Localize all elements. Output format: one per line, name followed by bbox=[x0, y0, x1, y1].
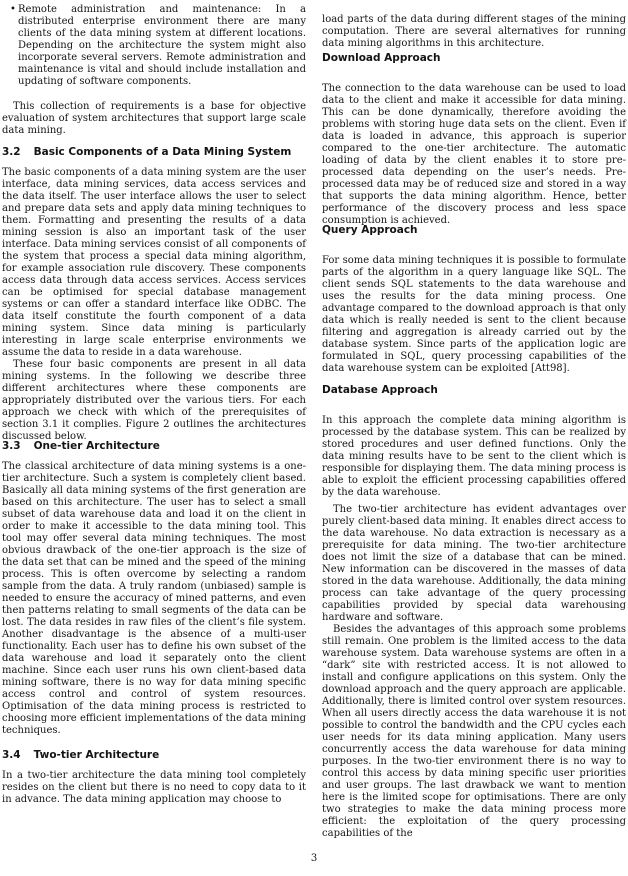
section-title: One-tier Architecture bbox=[33, 440, 160, 452]
subheading-query-approach: Query Approach bbox=[322, 224, 418, 236]
left-column bbox=[2, 0, 306, 876]
paragraph-two-tier-continuation: load parts of the data during different stages of the mining computation. There are several alternatives for running data mining algorithms in this architecture. bbox=[322, 14, 626, 49]
paragraph-basic-components: The basic components of a data mining system are the user interface, data mining services, data access services and the data itself. The user interface allows the user to select and prepare data sets and apply data mining techniques to them. Formatting and presenting the results of a data mining session is also an important task of the user interface. Data mining services consist of all components of the system that process a special data mining algorithm, for example association rule discovery. These components access data through data access services. Access services can be optimised for special database management systems or can offer a standard interface like ODBC. The data itself constitute the fourth component of a data mining system. Since data mining is particularly interesting in large scale enterprise environments we assume the data to reside in a data warehouse. bbox=[2, 167, 306, 358]
paragraph-two-tier-problems: Besides the advantages of this approach some problems still remain. One problem is the limited access to the data warehouse system. Data warehouse systems are often in a “dark” site with restricted access. It is not allowed to install and configure applications on this system. Only the download approach and the query approach are applicable. Additionally, there is limited control over system resources. When all users directly access the data warehouse it is not possible to control the bandwidth and the CPU cycles each user needs for its data mining application. Many users concurrently access the data warehouse for data mining purposes. In the two-tier environment there is no way to control this access by data mining specific user priorities and user groups. The last drawback we want to mention here is the limited scope for optimisations. There are only two strategies to make the data mining process more efficient: the exploitation of the query processing capabilities of the bbox=[322, 624, 626, 839]
section-number: 3.3 bbox=[2, 440, 21, 452]
paragraph-four-components: These four basic components are present in all data mining systems. In the following we describe three different architectures where these components are appropriately distributed over the various tiers. For each approach we check with which of the prerequisites of section 3.1 it complies. Figure 2 outlines the architectures discussed below. bbox=[2, 359, 306, 442]
bullet-icon: • bbox=[10, 4, 16, 15]
bullet-item-remote-admin bbox=[2, 4, 306, 88]
paragraph-two-tier-intro: In a two-tier architecture the data mining tool completely resides on the client but there is no need to copy data to it in advance. The data mining application may choose to bbox=[2, 770, 306, 805]
subheading-download-approach: Download Approach bbox=[322, 52, 441, 64]
section-title: Basic Components of a Data Mining System bbox=[33, 146, 292, 158]
paragraph-database-approach: In this approach the complete data mining algorithm is processed by the database system. This can be realized by stored procedures and user defined functions. Only the data mining results have to be sent to the client which is responsible for displaying them. The data mining process is able to exploit the efficient processing capabilities offered by the data warehouse. bbox=[322, 415, 626, 498]
bullet-item-title: Remote administration and maintenance: bbox=[18, 4, 262, 15]
section-heading-3-2 bbox=[2, 146, 306, 159]
paragraph-one-tier: The classical architecture of data mining systems is a one-tier architecture. Such a system is completely client based. Basically all data mining systems of the first generation are based on this architecture. The user has to select a small subset of data warehouse data and load it on the client in order to make it accessible to the data mining tool. This tool may offer several data mining techniques. The most obvious drawback of the one-tier approach is the size of the data set that can be mined and the speed of the mining process. This is often overcome by selecting a random sample from the data. A truly random (unbiased) sample is needed to ensure the accuracy of mined patterns, and even then patterns relating to small segments of the data can be lost. The data resides in raw files of the client’s file system. Another disadvantage is the absence of a multi-user functionality. Each user has to define his own subset of the data warehouse and load it separately onto the client machine. Since each user runs his own client-based data mining software, there is no way for data mining specific access control and control of system resources. Optimisation of the data mining process is restricted to choosing more efficient implementations of the data mining techniques. bbox=[2, 461, 306, 736]
section-3-2-body bbox=[2, 167, 306, 443]
section-heading-3-4 bbox=[2, 749, 306, 762]
paragraph-query-approach: For some data mining techniques it is possible to formulate parts of the algorithm in a query language like SQL. The client sends SQL statements to the data warehouse and uses the results for the data mining process. One advantage compared to the download approach is that only data which is really needed is sent to the client because filtering and aggregation is already carried out by the database system. Since parts of the application logic are formulated in SQL, query processing capabilities of the data warehouse system can be exploited [Att98]. bbox=[322, 255, 626, 374]
right-column bbox=[322, 0, 626, 876]
section-number: 3.2 bbox=[2, 146, 21, 158]
subheading-database-approach: Database Approach bbox=[322, 384, 438, 396]
section-3-4-body bbox=[2, 770, 306, 806]
page-number: 3 bbox=[310, 853, 318, 864]
paragraph-download-approach: The connection to the data warehouse can be used to load data to the client and make it accessible for data mining. This can be done dynamically, therefore avoiding the problems with storing huge data sets on the client. Even if data is loaded in advance, this approach is superior compared to the one-tier architecture. The automatic loading of data by the client enables it to store pre-processed data depending on the user’s needs. Pre-processed data may be of reduced size and stored in a way that supports the data mining algorithm. Hence, better performance of the discovery process and less space consumption is achieved. bbox=[322, 83, 626, 226]
section-number: 3.4 bbox=[2, 749, 21, 761]
section-3-3-body bbox=[2, 461, 306, 737]
bullet-item-body: In a distributed enterprise environment there are many clients of the data mining system at different locations. Depending on the architecture the system might also incorporate several servers. Remote administration and maintenance is vital and should include installation and updating of software components. bbox=[18, 4, 307, 87]
paragraph-two-tier-advantages: The two-tier architecture has evident advantages over purely client-based data mining. It enables direct access to the data warehouse. No data extraction is necessary as a prerequisite for data mining. The two-tier architecture does not limit the size of a database that can be mined. New information can be discovered in the masses of data stored in the data warehouse. Additionally, the data mining process can take advantage of the query processing capabilities provided by special data warehousing hardware and software. bbox=[322, 504, 626, 623]
paragraph-requirements-summary: This collection of requirements is a base for objective evaluation of system architectures that support large scale data mining. bbox=[2, 101, 306, 136]
two-tier-discussion bbox=[322, 504, 626, 840]
bullet-content bbox=[18, 4, 306, 88]
section-heading-3-3 bbox=[2, 440, 306, 453]
section-title: Two-tier Architecture bbox=[33, 749, 160, 761]
